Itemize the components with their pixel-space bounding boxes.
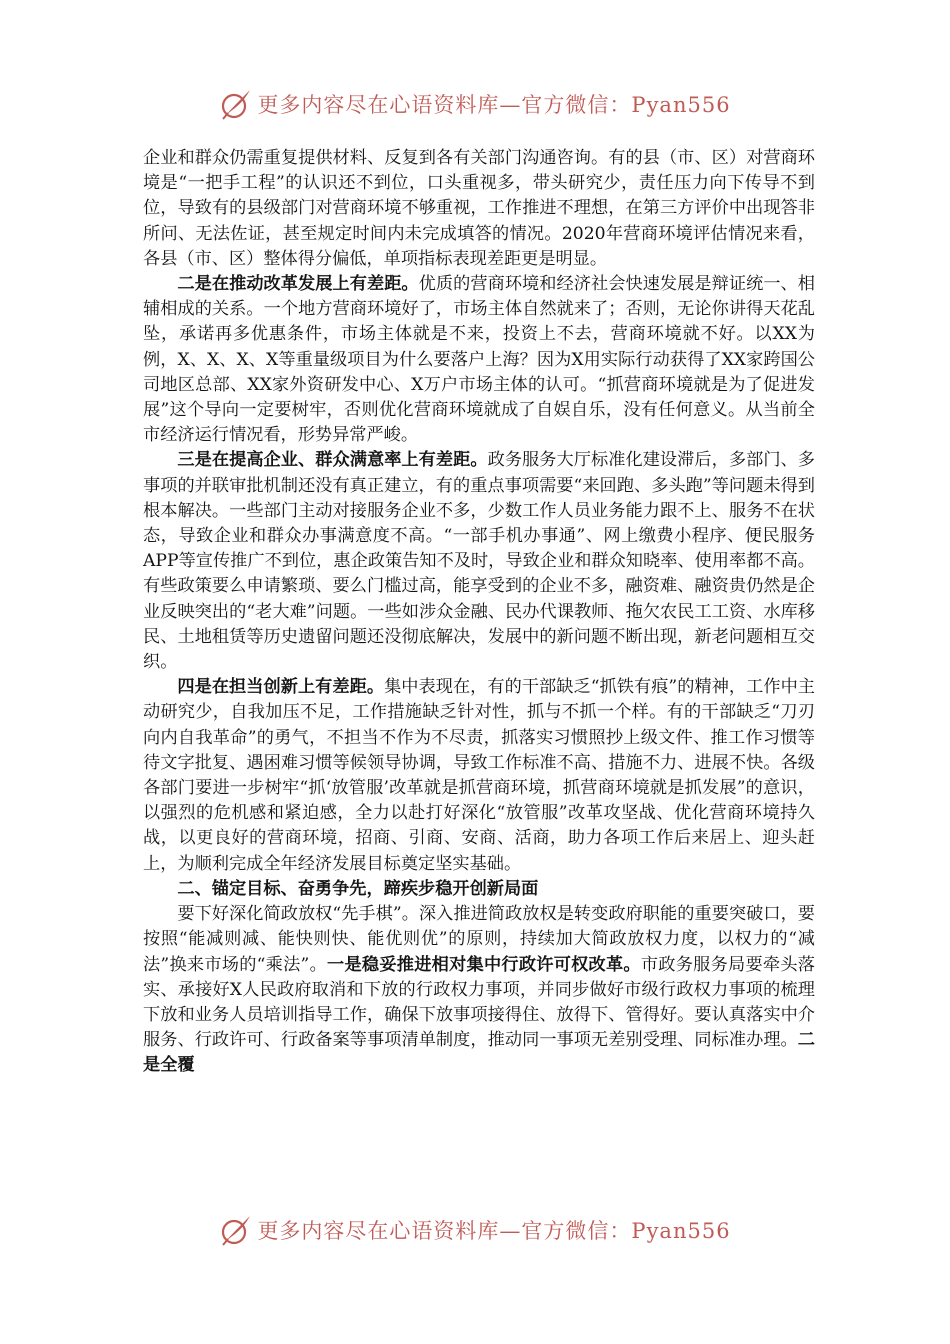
section-heading: 二、锚定目标、奋勇争先，蹄疾步稳开创新局面 [177, 878, 539, 899]
paragraph-2: 二是在推动改革发展上有差距。优质的营商环境和经济社会快速发展是辩证统一、相辅相成的关系。一个地方营商环境好了，市场主体自然就来了；否则，无论你讲得天花乱坠，承诺再多优惠条件，市场主体就是不来，投资上不去，营商环境就不好。以XX为例，X、X、X、X等重量级项目为什么要落户上海？因为X用实际行动获得了XX家跨国公司地区总部、XX家外资研发中心、X万户市场主体的认可。“抓营商环境就是为了促进发展”这个导向一定要树牢，否则优化营商环境就成了自娱自乐，没有任何意义。从当前全市经济运行情况看，形势异常严峻。 [143, 274, 815, 446]
paragraph-heading: 二是在推动改革发展上有差距。 [177, 274, 419, 295]
paragraph-3: 三是在提高企业、群众满意率上有差距。政务服务大厅标准化建设滞后，多部门、多事项的并联审批机制还没有真正建立，有的重点事项需要“来回跑、多头跑”等问题未得到根本解决。一些部门主动对接服务企业不多，少数工作人员业务能力跟不上、服务不在状态，导致企业和群众办事满意度不高。“一部手机办事通”、网上缴费小程序、便民服务APP等宣传推广不到位，惠企政策告知不及时，导致企业和群众知晓率、使用率都不高。有些政策要么申请繁琐、要么门槛过高，能享受到的企业不多，融资难、融资贵仍然是企业反映突出的“老大难”问题。一些如涉众金融、民办代课教师、拖欠农民工工资、水库移民、土地租赁等历史遗留问题还没彻底解决，发展中的新问题不断出现，新老问题相互交织。 [143, 450, 815, 673]
watermark-banner-top [0, 82, 950, 126]
watermark-banner-bottom [0, 1208, 950, 1252]
quill-logo-icon [219, 87, 253, 121]
quill-logo-icon [219, 1213, 253, 1247]
paragraph-4: 四是在担当创新上有差距。集中表现在，有的干部缺乏“抓铁有痕”的精神，工作中主动研究少，自我加压不足，工作措施缺乏针对性，抓与不抓一个样。有的干部缺乏“刀刃向内自我革命”的勇气，不担当不作为不尽责，抓落实习惯照抄上级文件、推工作习惯等待文字批复、遇困难习惯等候领导协调，导致工作标准不高、措施不力、进展不快。各级各部门要进一步树牢“抓‘放管服’改革就是抓营商环境，抓营商环境就是抓发展”的意识，以强烈的危机感和紧迫感，全力以赴打好深化“放管服”改革攻坚战、优化营商环境持久战，以更良好的营商环境，招商、引商、安商、活商，助力各项工作后来居上、迎头赶上，为顺利完成全年经济发展目标奠定坚实基础。 [143, 677, 815, 874]
document-body [143, 146, 815, 1079]
paragraph-heading: 一是稳妥推进相对集中行政许可权改革。 [327, 954, 641, 975]
paragraph-heading: 三是在提高企业、群众满意率上有差距。 [177, 450, 488, 471]
paragraph-heading: 二是全覆 [143, 1030, 815, 1076]
paragraph-5: 要下好深化简政放权“先手棋”。深入推进简政放权是转变政府职能的重要突破口，要按照“能减则减、能快则快、能优则优”的原则，持续加大简政放权力度，以权力的“减法”换来市场的“乘法”。一是稳妥推进相对集中行政许可权改革。市政务服务局要牵头落实、承接好X人民政府取消和下放的行政权力事项，并同步做好市级行政权力事项的梳理下放和业务人员培训指导工作，确保下放事项接得住、放得下、管得好。要认真落实中介服务、行政许可、行政备案等事项清单制度，推动同一事项无差别受理、同标准办理。二是全覆 [143, 904, 815, 1076]
paragraph-heading: 四是在担当创新上有差距。 [177, 677, 385, 698]
paragraph-1: 企业和群众仍需重复提供材料、反复到各有关部门沟通咨询。有的县（市、区）对营商环境是“一把手工程”的认识还不到位，口头重视多，带头研究少，责任压力向下传导不到位，导致有的县级部门对营商环境不够重视，工作推进不理想，在第三方评价中出现答非所问、无法佐证，甚至规定时间内未完成填答的情况。2020年营商环境评估情况来看，各县（市、区）整体得分偏低，单项指标表现差距更是明显。 [143, 148, 815, 269]
watermark-text: 更多内容尽在心语资料库—官方微信：Pyan556 [257, 1219, 731, 1243]
watermark-text: 更多内容尽在心语资料库—官方微信：Pyan556 [257, 93, 731, 117]
